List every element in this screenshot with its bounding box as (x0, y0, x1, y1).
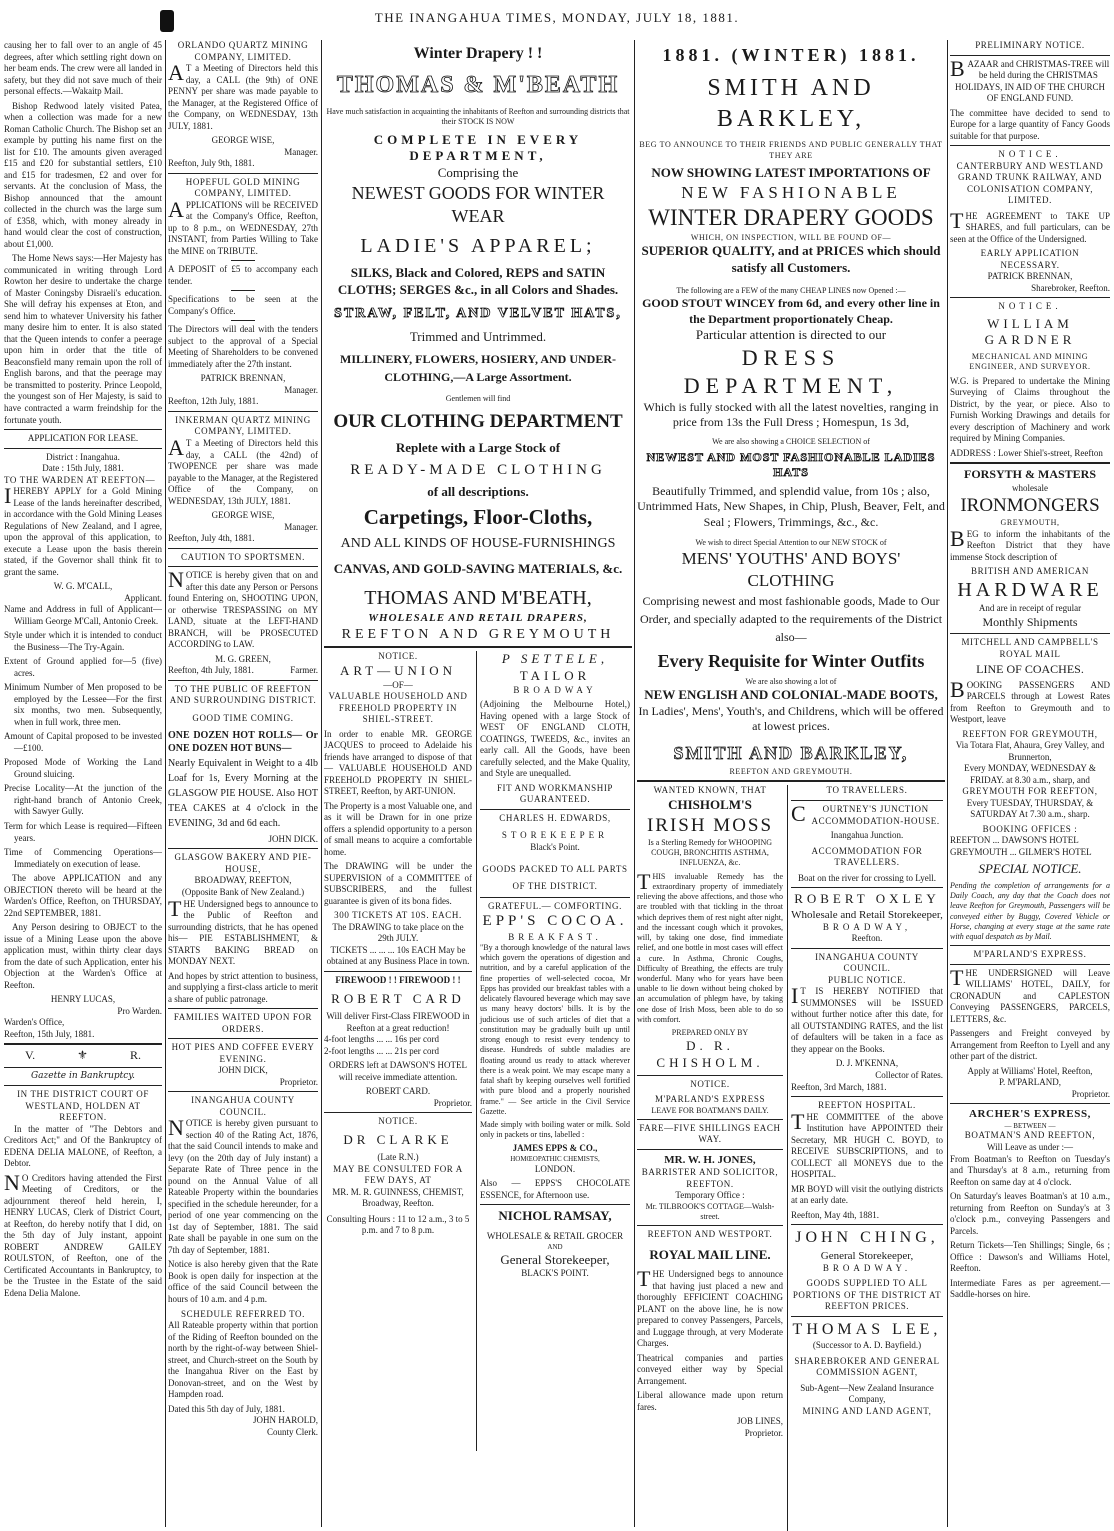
forsyth-masters: FORSYTH & MASTERS (963, 467, 1097, 482)
epps-also: Also — EPPS'S CHOCOLATE ESSENCE, for Afternoon use. (480, 1178, 630, 1200)
furnishings: AND ALL KINDS OF HOUSE-FURNISHINGS (340, 536, 616, 552)
forsyth-greymouth: GREYMOUTH, (1000, 518, 1060, 528)
jones-temporary: Temporary Office : (675, 1190, 745, 1201)
john-ching: JOHN CHING, (795, 1229, 939, 1247)
bazaar-committee: The committee have decided to send to Europe for a large quantity of Fancy Goods suitable for that purpose. (950, 107, 1110, 141)
inkerman-body: AT a Meeting of Directors held this day, a CALL (the 42nd) of TWOPENCE per share was made payable to the Manager, at the Registered Office of the Company, on WEDNESDAY, 13th JULY, 1881. (168, 434, 318, 506)
towns: REEFTON AND GREYMOUTH (341, 626, 615, 642)
ladies-hats: NEWEST AND MOST FASHIONABLE LADIES HATS (646, 450, 936, 480)
harold-sign: JOHN HAROLD, (253, 1415, 318, 1426)
lease-item: Extent of Ground applied for—5 (five) acres. (4, 656, 162, 678)
dick2-role: Proprietor. (279, 1076, 318, 1087)
thomas-mbeath-footer: THOMAS AND M'BEATH, (364, 586, 592, 609)
irish-moss: IRISH MOSS (646, 814, 774, 836)
news-paragraph: causing her to fall over to an angle of 45 degrees, after which settling right down on her beam ends. The crew were all landed in safety, but they did not save much of their personal effects.—Wakaitp Mail. (4, 40, 162, 97)
lee-successor: (Successor to A. D. Bayfield.) (812, 1340, 922, 1351)
card-sign: ROBERT CARD. (365, 1086, 431, 1097)
caution-role: Farmer. (290, 665, 318, 676)
robert-oxley: ROBERT OXLEY (794, 891, 940, 907)
tailor: TAILOR (519, 668, 591, 684)
theatrical: Theatrical companies and parties conveyed either way by Special Arrangement. (637, 1352, 783, 1386)
harold-role: County Clerk. (267, 1426, 318, 1437)
thomas-mbeath-title: THOMAS & M'BEATH (336, 72, 620, 99)
mens-body: Comprising newest and most fashionable goods, Made to Our Order, and specially adapted to the requirements of the District also— (639, 593, 943, 644)
art-body3: The DRAWING will be under the SUPERVISION of a COMMITTEE of SUBSCRIBERS, and the fullest guarantee is given of its bona fides. (324, 861, 472, 906)
replete: Replete with a Large Stock of (395, 440, 561, 456)
lease-item: Proposed Mode of Working the Land Ground sluicing. (4, 757, 162, 779)
mkenna-role: Collector of Rates. (875, 1069, 943, 1080)
accommodation: ACCOMMODATION FOR TRAVELLERS. (811, 845, 923, 868)
firewood: FIREWOOD ! ! FIREWOOD ! ! (335, 974, 461, 985)
bankruptcy-matter: In the matter of "The Debtors and Creditors Act;" and Of the Bankruptcy of EDENA DELIA MALONE, of Reefton, a Debtor. (4, 1123, 162, 1169)
complete: COMPLETE IN EVERY DEPARTMENT, (373, 131, 583, 164)
jones-barrister: BARRISTER AND SOLICITOR, REEFTON. (641, 1167, 779, 1189)
lease-signer-role: Applicant. (124, 592, 162, 603)
epps-london: LONDON. (534, 1163, 576, 1174)
lease-body: IHEREBY APPLY for a Gold Mining Lease of the lands hereinafter described, in accordance with the Gold Mining Leases Regulations of New Zealand, and I agree, upon the approval of this application, to execute a Lease upon the basis therein stated, if the Governor shall think fit to grant the same. (4, 483, 162, 577)
mparland-body: THE UNDERSIGNED will Leave WILLIAMS' HOTEL, DAILY, for CRONADUN and CAPLESTON Conveying PASSENGERS, PARCELS, LETTERS, &c. (950, 964, 1110, 1024)
thomas-lee: THOMAS LEE, (792, 1320, 942, 1338)
reefton-office: REEFTON ... DAWSON'S HOTEL (950, 835, 1079, 846)
bazaar: BAZAAR and CHRISTMAS-TREE will be held during the CHRISTMAS HOLIDAYS, IN AID OF THE CHURCH OF ENGLAND FUND. (950, 55, 1110, 104)
settele-body: (Adjoining the Melbourne Hotel,) Having opened with a large Stock of WEST OF ENGLAND CLOTH, COATINGS, TWEEDS, &c., invites an early call. All the Goods, have been carefully selected, and the Make Quality, and Style are unequalled. (480, 699, 630, 779)
art-body: In order to enable MR. GEORGE JACQUES to proceed to Adelaide his friends have arranged to dispose of that— VALUABLE HOUSEHOLD AND FREEHOLD PROPERTY IN SHIEL-STREET, Reefton, by ART-UNION. (324, 728, 472, 797)
lease-district: District : Inangahua. (46, 451, 120, 462)
fare: FARE—FIVE SHILLINGS EACH WAY. (639, 1122, 781, 1145)
hopeful-date: Reefton, 12th July, 1881. (168, 396, 259, 407)
epps-cocoa: EPP'S COCOA. (482, 913, 628, 930)
mparland-freight: Passengers and Freight conveyed by Arrangement from Reefton to Lyell and any other part of the district. (950, 1028, 1110, 1062)
council-body2: Notice is also hereby given that the Rate Book is open daily for inspection at the office of the said Council between the hours of 10 a.m. and 4 p.m. (168, 1259, 318, 1304)
mparland-boatman: LEAVE FOR BOATMAN'S DAILY. (651, 1105, 769, 1115)
bankruptcy-creditors: NO Creditors having attended the First Meeting of Creditors, or the adjournment thereof held herein, I, HENRY LUCAS, Clerk of District Court, at Reefton, do hereby notify that I did, on the 5th day of July instant, appoint ROBERT ANDREW GAILEY ROULSTON, of Reefton, one of the Certificated Accountants in Bankruptcy, to be the Trustee in the Estate of the said Edena Delia Malone. (4, 1169, 162, 1298)
coach-every2: Every TUESDAY, THURSDAY, & SATURDAY At 7.30 a.m., sharp. (966, 797, 1094, 820)
col4-subcolumns (637, 785, 945, 1531)
edwards-blacks: Black's Point. (530, 841, 580, 852)
lease-notice: Any Person desiring to OBJECT to the issue of a Mining Lease upon the above application must, within thirty clear days from the date of such Application, enter his Objection at the Warden's Office at Reefton. (4, 922, 162, 990)
westport: REEFTON AND WESTPORT. (647, 1229, 773, 1240)
archer-body: From Boatman's to Reefton on Tuesday's and Thursday's at 8 a.m., returning from Reefton on same day at 4 o'clock. (950, 1153, 1110, 1187)
rolls-body: Nearly Equivalent in Weight to a 4lb Loaf for 1s, Every Morning at the GLASGOW PIE HOUSE. Also HOT TEA CAKES at 4 o'clock in the EVENING, 3d and 6d each. (168, 757, 318, 829)
courtney-inangahua: Inangahua Junction. (830, 830, 904, 841)
caution-footer (168, 665, 318, 677)
art-tickets2: TICKETS ... ... ... 10s EACH May be obtained at any Business Place in town. (326, 944, 470, 967)
price-2ft: 2-foot lengths ... ... 21s per cord (324, 1045, 439, 1056)
brennan-role: Sharebroker, Reefton. (1031, 282, 1110, 293)
mitchell-campbell: MITCHELL AND CAMPBELL'S (961, 637, 1099, 648)
lease-item: Minimum Number of Men proposed to be employed by the Lessee—For the first six months, two men. Subsequently, when in full work, three men. (4, 682, 162, 727)
prepared: PREPARED ONLY BY (671, 1028, 749, 1038)
mparland-role: Proprietor. (1071, 1088, 1110, 1099)
lee-subagent: Sub-Agent—New Zealand Insurance Company, (800, 1382, 934, 1405)
ready-made: READY-MADE CLOTHING (350, 461, 606, 478)
caution-sign: M. G. GREEN, (215, 653, 271, 664)
ching-trade: General Storekeeper, (820, 1249, 914, 1262)
public-heading: TO THE PUBLIC OF REEFTON AND SURROUNDING DISTRICT. (169, 683, 317, 706)
clarke-notice: NOTICE. (378, 1116, 418, 1127)
early-application: EARLY APPLICATION NECESSARY. (980, 248, 1080, 270)
british-american: BRITISH AND AMERICAN (970, 566, 1089, 577)
ching-broadway: BROADWAY. (822, 1262, 912, 1273)
mparland-sign: P. M'PARLAND, (998, 1077, 1062, 1088)
new-fashionable: NEW FASHIONABLE (681, 182, 901, 202)
particular: Particular attention is directed to our (695, 327, 887, 343)
forsyth-body: BEG to inform the inhabitants of the Reefton District that they have immense Stock description of (950, 525, 1110, 562)
gardner-notice: NOTICE. (998, 301, 1062, 312)
gentlemen: Gentlemen will find (445, 393, 511, 403)
card-orders: ORDERS left at DAWSON'S HOTEL will receive immediate attention. (329, 1060, 467, 1082)
art-notice: NOTICE. (378, 651, 418, 662)
announce: BEG TO ANNOUNCE TO THEIR FRIENDS AND PUBLIC GENERALLY THAT THEY ARE (639, 140, 943, 160)
line-of-coaches: LINE OF COACHES. (976, 662, 1084, 677)
hardware: HARDWARE (957, 578, 1103, 601)
lines-role: Proprietor. (744, 1427, 783, 1438)
lease-item: Name and Address in full of Applicant—William George M'Call, Antonio Creek. (4, 604, 162, 626)
special-body: Pending the completion of arrangements for a Daily Coach, any day that the Coach does not leave Reefton for Greymouth, Passengers will be conveyed either by Buggy, Covered Vehicle or Horse, changing at every stage at the same rate with equal despatch as by Mail. (950, 880, 1110, 942)
sb-towns: REEFTON AND GREYMOUTH. (729, 767, 853, 777)
inkerman-date: Reefton, July 4th, 1881. (168, 533, 255, 544)
travellers: TO TRAVELLERS. (826, 785, 908, 796)
column-5 (950, 40, 1110, 1531)
winter-goods: WINTER DRAPERY GOODS (648, 205, 934, 231)
dick-sign: JOHN DICK. (268, 833, 318, 844)
lease-office-date: Reefton, 15th July, 1881. (4, 1028, 95, 1039)
boots: NEW ENGLISH AND COLONIAL-MADE BOOTS, (644, 686, 938, 702)
years-1881: 1881. (WINTER) 1881. (662, 45, 920, 65)
dress-body: Which is fully stocked with all the latest novelties, ranging in price from 13s the Full Dress ; Homespun, 1s 3d, (643, 400, 939, 430)
glasgow-body: THE Undersigned begs to announce to the Public of Reefton and surrounding districts, that he has opened his— PIE ESTABLISHMENT, & STARTS BAKING BREAD on MONDAY NEXT. (168, 895, 318, 967)
archer-saturday: On Saturday's leaves Boatman's at 10 a.m., returning from Reefton on Sunday's at 3 o'clock p.m., conveying Passengers and Parcels. (950, 1191, 1110, 1236)
gardner-trade: MECHANICAL AND MINING ENGINEER, AND SURVEYOR. (969, 352, 1091, 372)
news-paragraph: The Home News says:—Her Majesty has communicated in writing through Lord Rowton her desire to undertake the charge of Master Coningsby Disraeli's education. She will defray his expenses at Eton, and send him to whatever University his father many desire him to enter. It is also stated that the Queen intends to confer a peerage upon him in order that the title of Beaconsfield many remain upon the roll of English barons, and that the peerage may be transmitted to posterity. Prince Leopold, the youngest son of Her Majesty, is said to have contracted a warm freindship for the fortunate youth. (4, 253, 162, 425)
archer-between: — BETWEEN — (1004, 1121, 1056, 1130)
hot-pies: HOT PIES AND COFFEE EVERY EVENING. (171, 1042, 315, 1064)
hospital-boyd: MR BOYD will visit the outlying districts at an early date. (791, 1183, 944, 1206)
caution-heading: CAUTION TO SPORTSMEN. (181, 551, 305, 562)
robert-card: ROBERT CARD (331, 990, 465, 1006)
dr-clarke: DR CLARKE (343, 1131, 453, 1147)
greymouth-office: GREYMOUTH ... GILMER'S HOTEL (950, 846, 1092, 857)
caution-body: NOTICE is hereby given that on and after this date any Person or Persons found Entering on, SHOOTING UPON, or otherwise TRESPASSING on MY LAND, situate at the LEFT-HAND BRANCH, will be PROSECUTED ACCORDING to LAW. (168, 567, 318, 650)
lease-item: Amount of Capital proposed to be invested—£100. (4, 731, 162, 753)
oxley-trade: Wholesale and Retail Storekeeper, (791, 908, 943, 921)
mparland-notice: NOTICE. (690, 1078, 730, 1089)
lee-sharebroker: SHAREBROKER AND GENERAL COMMISSION AGENT, (794, 1355, 940, 1378)
clarke-broadway: Broadway, Reefton. (362, 1198, 434, 1209)
clothing-department: OUR CLOTHING DEPARTMENT (333, 410, 623, 432)
column-4 (637, 40, 945, 1531)
archer-boatman: BOATMAN'S AND REEFTON, (964, 1130, 1096, 1141)
column-rule (165, 40, 166, 1527)
william-gardner: WILLIAM GARDNER (984, 315, 1076, 348)
council-heading-2: INANGAHUA COUNTY COUNCIL. (815, 951, 919, 974)
ramsay-wholesale: WHOLESALE & RETAIL GROCER (486, 1231, 624, 1242)
vr-right: R. (129, 1048, 141, 1063)
card-body: Will deliver First-Class FIREWOOD in Reefton at a great reduction! (326, 1011, 470, 1033)
lease-date: Date : 15th July, 1881. (42, 463, 124, 474)
column-rule (947, 40, 948, 1527)
council-dated: Dated this 5th day of July, 1881. (168, 1403, 285, 1414)
oxley-reefton: Reefton. (851, 933, 883, 944)
settele-fit: FIT AND WORKMANSHIP GUARANTEED. (496, 782, 614, 805)
mparland-express-2: M'PARLAND'S EXPRESS. (973, 949, 1087, 960)
families: FAMILIES WAITED UPON FOR ORDERS. (173, 1012, 313, 1034)
coach-booking: BOOKING PASSENGERS AND PARCELS through at Lowest Rates from Reefton to Greymouth and to Westport, leave (950, 676, 1110, 725)
jones-tilbrook: Mr. TILBROOK'S COTTAGE—Walsh-street. (645, 1201, 775, 1221)
good-time: GOOD TIME COMING. (192, 712, 294, 723)
ching-goods: GOODS SUPPLIED TO ALL PORTIONS OF THE DISTRICT AT REEFTON PRICES. (792, 1278, 942, 1312)
irish-body: THIS invaluable Remedy has the extraordinary property of immediately relieving the above affections, and those who are troubled with that tickling in the throat which deprives them of rest night after night, and the incessant cough which it provokes, will, by taking one dose, find immediate relief, and one bottle in most cases will effect a cure. In Asthma, Chronic Coughs, Difficulty of Breathing, the effects are truly wonderful. Many who for years have been unable to lie down without being choked by an accumulation of phlegm have, by taking one dose of Irish Moss, been able to do so with comfort. (637, 868, 783, 1024)
lines: JOB LINES, (736, 1416, 783, 1427)
art-tickets: 300 TICKETS AT 10S. EACH. (334, 910, 462, 921)
ramsay-general: General Storekeeper, (500, 1251, 610, 1267)
column-2 (168, 40, 318, 1531)
epps-grateful: GRATEFUL.— COMFORTING. (488, 900, 622, 911)
epps-body: "By a thorough knowledge of the natural laws which govern the operations of digestion and nutrition, and by a careful application of the fine properties of well-selected cocoa, Mr Epps has provided our breakfast tables with a delicately flavoured beverage which may save us many heavy doctors' bills. It is by the judicious use of such articles of diet that a constitution may be gradually built up until strong enough to resist every tendency to disease. Hundreds of subtle maladies are floating around us ready to attack wherever there is a weak point. We may escape many a fatal shaft by keeping ourselves well fortified with pure blood and a properly nourished frame." — See article in the Civil Service Gazette. (480, 943, 630, 1116)
vr-seal (4, 1048, 162, 1063)
lease-notice: The above APPLICATION and any OBJECTION thereto will be heard at the Warden's Office, Reefton, on THURSDAY, 22nd SEPTEMBER, 1881. (4, 873, 162, 918)
col4-left (637, 785, 783, 1439)
clarke-guiness: MR. M. R. GUINNESS, CHEMIST, (332, 1186, 464, 1197)
hopeful-sign: PATRICK BRENNAN, (200, 373, 286, 384)
orlando-body: AT a Meeting of Directors held this day, a CALL (the 9th) of ONE PENNY per share was made payable to the Manager, at the Registered Office of the Company, on WEDNESDAY, 13th JULY, 1881. (168, 60, 318, 131)
court-heading: IN THE DISTRICT COURT OF WESTLAND, HOLDEN AT REEFTON. (17, 1089, 149, 1123)
art-valuable: VALUABLE HOUSEHOLD AND FREEHOLD PROPERTY IN SHIEL-STREET. (328, 691, 468, 725)
hopeful-directors: The Directors will deal with the tenders subject to the approval of a Special Meeting of Shareholders to be convened immediately after the 27th instant. (168, 324, 318, 369)
inkerman-heading: INKERMAN QUARTZ MINING COMPANY, LIMITED. (175, 414, 311, 437)
smith-barkley: SMITH AND BARKLEY, (707, 75, 875, 132)
boat: Boat on the river for crossing to Lyell. (798, 872, 936, 883)
all-descriptions: of all descriptions. (427, 483, 529, 499)
col3-right (480, 651, 630, 1279)
col3-subcolumns (324, 651, 632, 1451)
hospital-body: THE COMMITTEE of the above Institution have APPOINTED their Secretary, MR HUGH C. BOYD, to RECEIVE SUBSCRIPTIONS, and to COLLECT all MONEYS due to the HOSPITAL. (791, 1108, 943, 1180)
hopeful-spec: Specifications to be seen at the Company's Office. (168, 294, 318, 316)
wanted: WANTED KNOWN, THAT (653, 785, 767, 796)
railway-agreement: THE AGREEMENT to TAKE UP SHARES, and full particulars, can be seen at the Office of the Undersigned. (950, 207, 1110, 244)
hats-body: Beautifully Trimmed, and splendid value, from 10s ; also, Untrimmed Hats, New Shapes, in Chip, Plush, Beaver, Felt, and Seal ; Flowers, Trimmings, &c., &c. (637, 483, 945, 529)
ramsay: NICHOL RAMSAY, (498, 1208, 612, 1224)
inkerman-role: Manager. (284, 521, 318, 532)
winter-outfits: Every Requisite for Winter Outfits (657, 650, 925, 671)
council-body: NOTICE is hereby given pursuant to section 40 of the Rating Act, 1876, that the said Council intends to make and levy (on the 20th day of July instant) a Separate Rate of Three pence in the pound on the Annual Value of all Rateable Property within the boundaries specified in the schedule hereunder, for a period of one year commencing on the 1st day of September, 1881. The said Rate shall be payable in one sum on the 7th day of September, 1881. (168, 1115, 318, 1255)
council-date-2: Reefton, 3rd March, 1881. (791, 1081, 887, 1092)
lease-to: TO THE WARDEN AT REEFTON— (4, 474, 156, 485)
orlando-sign: GEORGE WISE, (211, 135, 275, 146)
art-union: ART—UNION (339, 662, 457, 678)
clarke-late: (Late R.N.) (377, 1152, 419, 1163)
canvas: CANVAS, AND GOLD-SAVING MATERIALS, &c. (333, 561, 623, 577)
carpetings: Carpetings, Floor-Cloths, (363, 505, 593, 530)
monthly-shipments: Monthly Shipments (982, 614, 1078, 629)
column-rule (321, 40, 322, 1527)
dick2-sign: JOHN DICK, (218, 1065, 268, 1076)
epps-homeo: HOMŒOPATHIC CHEMISTS, (510, 1154, 600, 1163)
news-paragraph: Bishop Redwood lately visited Patea, when a collection was made for a new Roman Catholic Church. The Bishop set an example by putting his name first on the list for £10. The amounts given averaged £15 and £20 for substantial settlers, £10 and £15 for tradesmen, £2 and over for servants. At the conclusion of Mass, the Bishop announced that the amount collected in the church was the large sum of £358, which, with money already in hand would clear the cost of construction, about £1,000. (4, 100, 162, 249)
clarke-consulted: MAY BE CONSULTED FOR A FEW DAYS, AT (333, 1163, 463, 1186)
silks: SILKS, Black and Colored, REPS and SATIN CLOTHS; SERGES &c., in all Colors and Shades. (337, 265, 619, 298)
lease-office: Warden's Office, (4, 1017, 65, 1028)
public-notice: PUBLIC NOTICE. (828, 974, 906, 985)
winter-drapery: Winter Drapery ! ! (413, 45, 543, 62)
lease-warden-role: Pro Warden. (117, 1005, 162, 1016)
mparland-apply: Apply at Williams' Hotel, Reefton, (967, 1065, 1093, 1076)
greymouth-for-reefton: GREYMOUTH FOR REEFTON, (962, 786, 1098, 797)
following: The following are a FEW of the many CHEAP LINES now Opened :— (676, 286, 906, 296)
epps-company: JAMES EPPS & CO., (512, 1143, 598, 1154)
vr-left: V. (25, 1048, 36, 1063)
wincey: GOOD STOUT WINCEY from 6d, and every other line in the Department proportionately Cheap. (642, 296, 940, 326)
caution-date: Reefton, 4th July, 1881. (168, 665, 254, 676)
lease-item: Term for which Lease is required—Fifteen years. (4, 821, 162, 843)
forsyth-wholesale: wholesale (1012, 482, 1048, 493)
glasgow-address: BROADWAY, REEFTON, (194, 875, 292, 886)
wholesale: WHOLESALE AND RETAIL DRAPERS, (368, 612, 588, 625)
archers-express: ARCHER'S EXPRESS, (968, 1108, 1092, 1121)
comprising: Comprising the (437, 164, 519, 180)
booking-offices: BOOKING OFFICES : (982, 823, 1078, 834)
column-3 (324, 40, 632, 1531)
lot: We are also showing a lot of (745, 676, 837, 686)
ladies-apparel: LADIE'S APPAREL; (360, 234, 596, 257)
settele-broadway: BROADWAY (513, 684, 597, 695)
gardner-address: ADDRESS : Lower Shiel's-street, Reefton (950, 447, 1103, 458)
intro: Have much satisfaction in acquainting the inhabitants of Reefton and surrounding districts that their STOCK IS NOW (326, 107, 630, 127)
crest-icon: ⚜ (77, 1048, 88, 1063)
dress-department: DRESS DEPARTMENT, (683, 344, 899, 398)
masthead (0, 0, 1114, 38)
gazette-heading: Gazette in Bankruptcy. (30, 1070, 136, 1081)
hopeful-heading: HOPEFUL GOLD MINING COMPANY, LIMITED. (185, 176, 301, 199)
card-role: Proprietor. (433, 1097, 472, 1108)
smith-barkley-footer: SMITH AND BARKLEY, (673, 743, 909, 764)
schedule-body: All Rateable property within that portion of the Riding of Reefton bounded on the north by the right-of-way between Shiel-street, and Church-street on the South by the Inangahua River on the East by Donovan-street, and on the West by Hampden road. (168, 1320, 318, 1400)
inkerman-sign: GEORGE WISE, (211, 510, 275, 521)
liberal: Liberal allowance made upon return fares. (637, 1390, 783, 1412)
glasgow-opposite: (Opposite Bank of New Zealand.) (181, 886, 305, 897)
superior: SUPERIOR QUALITY, and at PRICES which should satisfy all Customers. (641, 242, 941, 275)
jones: MR. W. H. JONES, (664, 1153, 756, 1166)
dr-chisholm: D. R. CHISHOLM. (656, 1038, 764, 1071)
millinery: MILLINERY, FLOWERS, HOSIERY, AND UNDER-CLOTHING,—A Large Assortment. (340, 351, 616, 384)
clarke-hours: Consulting Hours : 11 to 12 a.m., 3 to 5 p.m. and 7 to 8 p.m. (326, 1213, 470, 1236)
showing: NOW SHOWING LATEST IMPORTATIONS OF (651, 164, 931, 180)
hopeful-deposit: A DEPOSIT of £5 to accompany each tender. (168, 264, 318, 286)
lease-item: Time of Commencing Operations—Immediately on execution of lease. (4, 847, 162, 869)
mkenna: D. J. M'KENNA, (835, 1058, 899, 1069)
epps-made: Made simply with boiling water or milk. Sold only in packets or tins, labelled : (480, 1120, 630, 1140)
lease-heading: APPLICATION FOR LEASE. (27, 433, 139, 444)
reefton-for-greymouth: REEFTON FOR GREYMOUTH, (962, 728, 1098, 739)
royal-body: THE Undersigned begs to announce that having just placed a new and thoroughly EFFICIENT COACHING PLANT on the above line, he is now prepared to convey Passengers, Parcels, and Luggage through, at very Moderate Charges. (637, 1266, 783, 1349)
schedule-heading: SCHEDULE REFERRED TO. (180, 1308, 306, 1319)
prelim-notice: PRELIMINARY NOTICE. (975, 40, 1085, 50)
ironmongers: IRONMONGERS (960, 495, 1100, 517)
edwards-goods: GOODS PACKED TO ALL PARTS OF THE DISTRICT. (482, 864, 628, 891)
forsyth-receipt: And are in receipt of regular (978, 603, 1082, 614)
gardner-body: W.G. is Prepared to undertake the Mining Surveying of Claims throughout the District, by the year, or piece. Also to Furnish Working Drawings and details for every description of Machinery and work required by Mining Companies. (950, 375, 1110, 444)
coach-route: Via Totara Flat, Ahaura, Grey Valley, and Brunnerton, (955, 740, 1105, 762)
column-rule (634, 40, 635, 1527)
newest-goods: NEWEST GOODS FOR WINTER WEAR (351, 182, 605, 226)
choice: We are also showing a CHOICE SELECTION of (712, 436, 870, 446)
special-attention: We wish to direct Special Attention to our NEW STOCK of (695, 537, 887, 547)
lease-warden: HENRY LUCAS, (50, 994, 116, 1005)
ramsay-and: AND (547, 1242, 563, 1251)
glasgow-heading: GLASGOW BAKERY AND PIE-HOUSE, (174, 852, 312, 874)
mparland-express: M'PARLAND'S EXPRESS (654, 1094, 766, 1105)
mens-clothing: MENS' YOUTHS' AND BOYS' CLOTHING (681, 549, 901, 590)
council-heading: INANGAHUA COUNTY COUNCIL. (191, 1095, 295, 1117)
lease-signer: W. G. M'CALL, (53, 581, 113, 592)
hopeful-body: APPLICATIONS will be RECEIVED at the Company's Office, Reefton, up to 8 p.m., on WEDNESDAY, 27th INSTANT, from Parties Willing to Take the MINE on TRIBUTE. (168, 196, 318, 256)
hospital: REEFTON HOSPITAL. (818, 1100, 916, 1111)
settele: P SETTELE, (501, 651, 609, 667)
masthead-title: THE INANGAHUA TIMES, MONDAY, JULY 18, 1881. (374, 10, 740, 25)
rolls-heading: ONE DOZEN HOT ROLLS— Or ONE DOZEN HOT BUNS— (168, 730, 318, 755)
boots-body: In Ladies', Mens', Youth's, and Childrens, which will be offered at lowest prices. (638, 703, 944, 733)
edwards-storekeeper: STOREKEEPER (501, 830, 609, 841)
price-4ft: 4-foot lengths ... ... 16s per cord (324, 1034, 439, 1045)
glasgow-body2: And hopes by strict attention to business, and supplying a first-class article to merit a share of public patronage. (168, 970, 318, 1004)
archer-intermediate: Intermediate Fares as per agreement.—Saddle-horses on hire. (950, 1277, 1110, 1300)
orlando-date: Reefton, July 9th, 1881. (168, 158, 255, 169)
archer-return: Return Tickets—Ten Shillings; Single, 6s ; Office : Dawson's and Williams Hotel, Reefton. (950, 1240, 1110, 1274)
art-of: —OF— (383, 679, 413, 690)
royal-mail-line: ROYAL MAIL LINE. (649, 1246, 771, 1262)
courtney: COURTNEY'S JUNCTION ACCOMMODATION-HOUSE. (791, 801, 940, 826)
orlando-role: Manager. (284, 146, 318, 157)
epps-breakfast: BREAKFAST. (508, 931, 602, 942)
col4-right (791, 785, 943, 1417)
hospital-date: Reefton, May 4th, 1881. (791, 1209, 879, 1220)
oxley-broadway: BROADWAY, (822, 921, 912, 932)
inspection: WHICH, ON INSPECTION, WILL BE FOUND OF— (690, 232, 892, 242)
orlando-heading: ORLANDO QUARTZ MINING COMPANY, LIMITED. (177, 40, 309, 62)
lee-mining: MINING AND LAND AGENT, (802, 1405, 932, 1416)
col3-left (324, 651, 472, 1237)
trimmed: Trimmed and Untrimmed. (409, 328, 547, 344)
lease-item: Style under which it is intended to conduct the Business—The Try-Again. (4, 630, 162, 652)
railway-notice: NOTICE. (998, 149, 1062, 160)
coach-every: Every MONDAY, WEDNESDAY & FRIDAY. at 8.30 a.m., sharp, and (964, 763, 1096, 785)
special-notice: SPECIAL NOTICE. (978, 861, 1082, 877)
irish-remedy: Is a Sterling Remedy for WHOOPING COUGH, BRONCHITIS ASTHMA, INFLUENZA, &c. (647, 837, 773, 868)
ramsay-blacks: BLACK'S POINT. (521, 1268, 589, 1279)
lease-item: Precise Locality—At the junction of the right-hand branch of Antonio Creek, with Sawyer Gully. (4, 783, 162, 817)
art-drawing: The DRAWING to take place on the 29th JULY. (332, 921, 464, 944)
art-body2: The Property is a most Valuable one, and as it will be Drawn for in one prize offers a splendid opportunity to a person of small means to acquire a comfortable home. (324, 800, 472, 857)
hopeful-role: Manager. (284, 384, 318, 395)
column-1 (4, 40, 162, 1531)
council-body-2: IT IS HEREBY NOTIFIED that SUMMONSES will be ISSUED without further notice after this date, for all OUTSTANDING RATES, and the list of defaulters will be taken in a face as they appear on the Books. (791, 983, 943, 1054)
chisholm: CHISHOLM'S (668, 797, 752, 812)
mitchell-royal-mail: ROYAL MAIL (999, 648, 1061, 659)
brennan: PATRICK BRENNAN, (987, 271, 1073, 282)
archer-leave: Will Leave as under :— (986, 1142, 1074, 1152)
straw-hats: STRAW, FELT, AND VELVET HATS, (334, 305, 622, 321)
edwards: CHARLES H. EDWARDS, (499, 812, 611, 823)
railway: CANTERBURY AND WESTLAND GRAND TRUNK RAILWAY, AND COLONISATION COMPANY, LIMITED. (956, 160, 1104, 206)
